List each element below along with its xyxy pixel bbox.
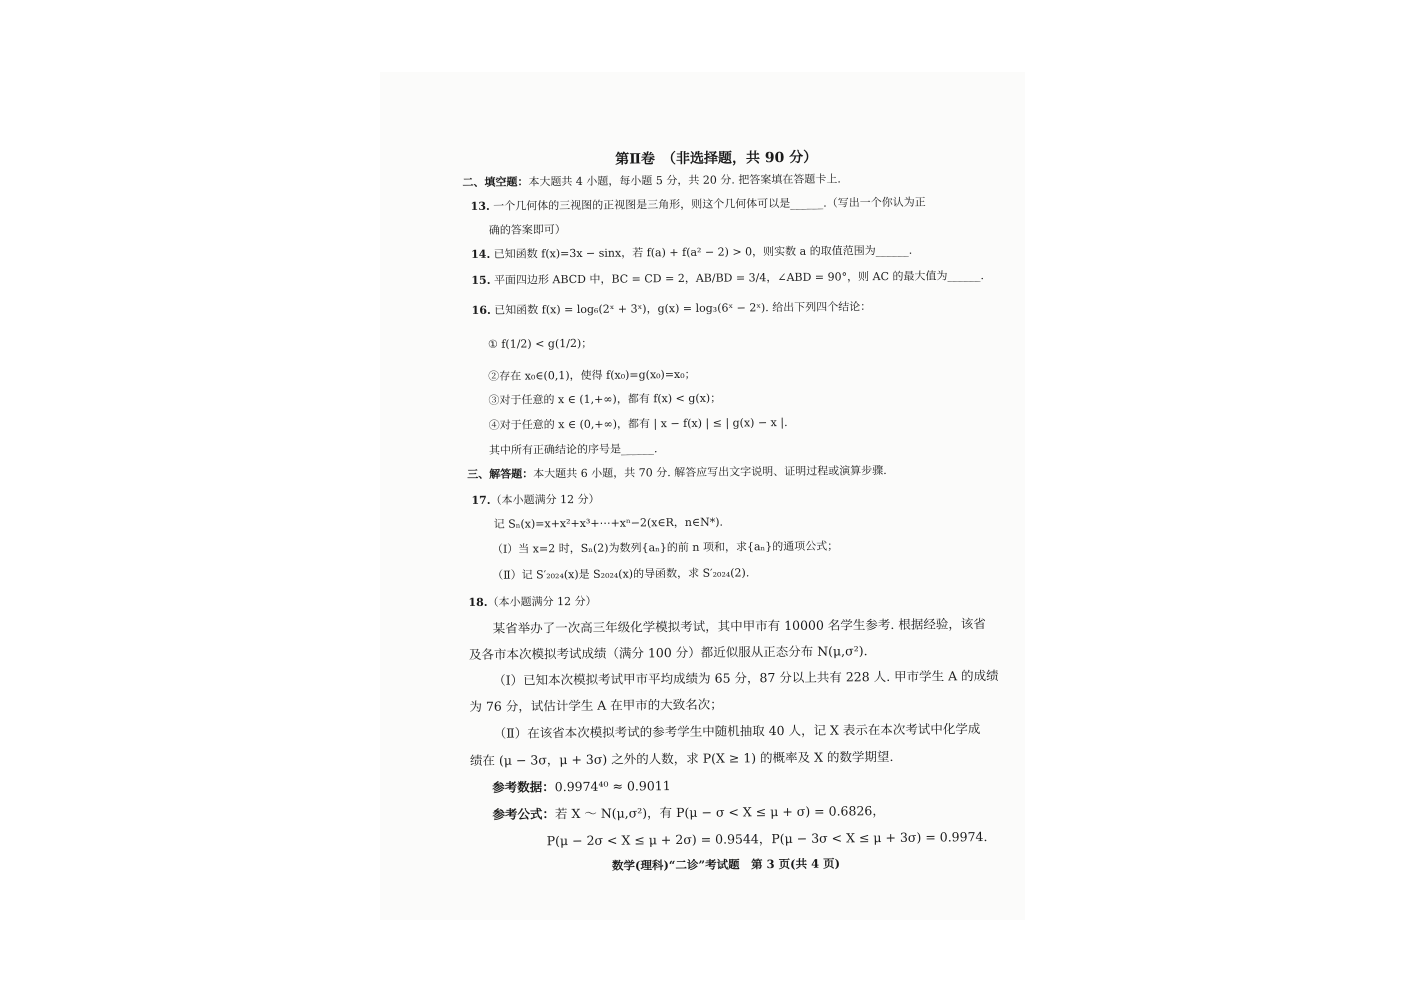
- question-15: 15. 平面四边形 ABCD 中，BC = CD = 2，AB/BD = 3/4，∠ABD = 90°，则 AC 的最大值为______.: [471, 269, 985, 287]
- q18-line-6: 绩在 (μ − 3σ，μ + 3σ) 之外的人数，求 P(X ≥ 1) 的概率及 X 的数学期望.: [469, 748, 894, 769]
- question-18: 18.（本小题满分 12 分）: [468, 594, 597, 610]
- q16-conclusion-2: ②存在 x₀∈(0,1)，使得 f(x₀)=g(x₀)=x₀；: [488, 367, 696, 383]
- question-13: 13. 一个几何体的三视图的正视图是三角形，则这个几何体可以是______.（写出一个你认为正: [470, 195, 926, 213]
- fill-in-header: 二、填空题：本大题共 4 小题，每小题 5 分，共 20 分. 把答案填在答题卡上.: [462, 172, 841, 190]
- question-13-continued: 确的答案即可）: [488, 223, 566, 237]
- q17-part-1: （Ⅰ）当 x=2 时，Sₙ(2)为数列{aₙ}的前 n 项和，求{aₙ}的通项公式；: [491, 539, 839, 556]
- q18-line-1: 某省举办了一次高三年级化学模拟考试，其中甲市有 10000 名学生参考. 根据经验，该省: [492, 616, 986, 636]
- reference-formula-2: P(μ − 2σ < X ≤ μ + 2σ) = 0.9544，P(μ − 3σ < X ≤ μ + 3σ) = 0.9974.: [546, 829, 988, 849]
- solve-header: 三、解答题：本大题共 6 小题，共 70 分. 解答应写出文字说明、证明过程或演算步骤.: [467, 464, 887, 482]
- q18-line-2: 及各市本次模拟考试成绩（满分 100 分）都近似服从正态分布 N(μ,σ²).: [468, 643, 868, 663]
- q16-conclusion-4: ④对于任意的 x ∈ (0,+∞)，都有 | x − f(x) | ≤ | g(x) − x |.: [488, 415, 788, 432]
- page-footer: 数学(理科)“二诊”考试题 第 3 页(共 4 页): [611, 856, 841, 873]
- q18-line-4: 为 76 分，试估计学生 A 在甲市的大致名次；: [469, 696, 723, 715]
- q18-line-3: （Ⅰ）已知本次模拟考试甲市平均成绩为 65 分，87 分以上共有 228 人. 甲市学生 A 的成绩: [493, 667, 999, 688]
- exam-page: [462, 135, 999, 880]
- q16-conclusion-3: ③对于任意的 x ∈ (1,+∞)，都有 f(x) < g(x)；: [488, 391, 722, 407]
- q17-definition: 记 Sₙ(x)=x+x²+x³+⋯+xⁿ−2(x∈R，n∈N*).: [493, 515, 724, 531]
- q16-conclusion-1: ① f(1/2) < g(1/2)；: [487, 336, 593, 351]
- reference-formula: 参考公式：若 X ～ N(μ,σ²)，有 P(μ − σ < X ≤ μ + σ) = 0.6826，: [492, 803, 885, 822]
- q17-part-2: （Ⅱ）记 S′₂₀₂₄(x)是 S₂₀₂₄(x)的导函数，求 S′₂₀₂₄(2).: [492, 566, 750, 582]
- question-16: 16. 已知函数 f(x) = log₆(2ˣ + 3ˣ)，g(x) = log₃(6ˣ − 2ˣ). 给出下列四个结论：: [471, 300, 872, 317]
- q16-question: 其中所有正确结论的序号是______.: [488, 442, 658, 457]
- reference-data: 参考数据：0.9974⁴⁰ ≈ 0.9011: [492, 778, 671, 795]
- section-title: 第Ⅱ卷 （非选择题，共 90 分）: [615, 149, 818, 168]
- question-14: 14. 已知函数 f(x)=3x − sinx，若 f(a) + f(a² − 2) > 0，则实数 a 的取值范围为______.: [471, 243, 913, 261]
- question-17: 17.（本小题满分 12 分）: [471, 492, 600, 508]
- q18-line-5: （Ⅱ）在该省本次模拟考试的参考学生中随机抽取 40 人，记 X 表示在本次考试中化学成: [493, 721, 981, 741]
